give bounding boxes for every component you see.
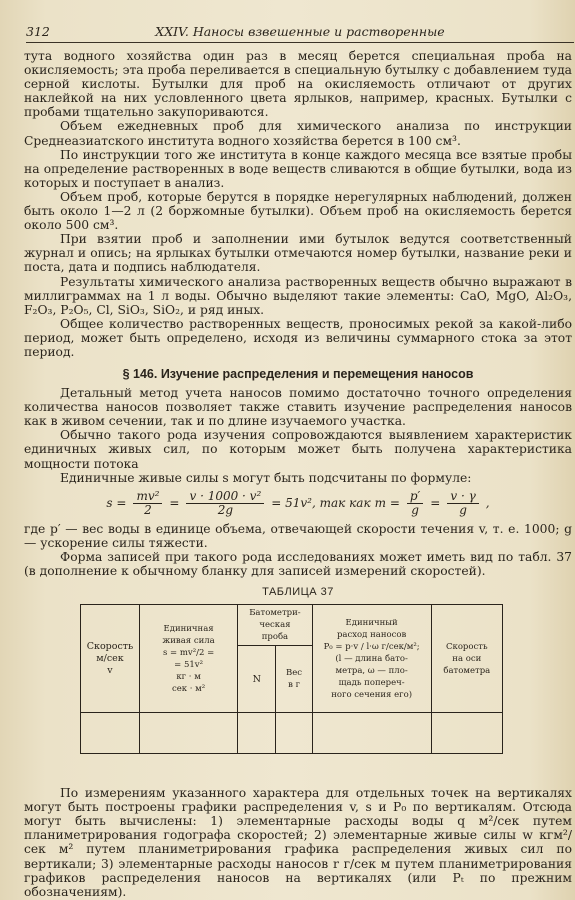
formula (24, 490, 572, 517)
table-cell (238, 713, 276, 754)
cell-line: Единичный (345, 617, 398, 628)
numerator: v · 1000 · v² (186, 490, 264, 504)
cell-line: м/сек (96, 652, 124, 664)
paragraph: Результаты химического анализа растворенных веществ обычно выражают в миллиграммах на 1 л воды. Обычно выделяют такие элементы: CaO, MgO, Al₂O₃, F₂O₃, P₂O₅, Cl, SiO₃, SiO₂, и ряд иных. (24, 274, 572, 317)
header-cell-weight (276, 646, 312, 713)
cell-line: живая сила (162, 635, 215, 646)
header-cell-n: N (238, 646, 276, 713)
section-title: § 146. Изучение распределения и перемещения наносов (122, 367, 474, 382)
denominator: g (459, 502, 467, 517)
cell-line: Вес (286, 668, 303, 679)
page-body (24, 49, 572, 899)
paragraph: Форма записей при такого рода исследованиях может иметь вид по табл. 37 (в дополнение к обычному бланку для записей измерений скоростей). (24, 549, 572, 578)
header-cell-sediment-discharge (312, 605, 431, 713)
header-cell-velocity (81, 605, 140, 713)
table-37 (80, 604, 503, 754)
paragraph: Общее количество растворенных веществ, проносимых рекой за какой-либо период, может быть определено, исходя из величины суммарного стока за этот период. (24, 316, 572, 359)
paragraph: По инструкции того же института в конце каждого месяца все взятые пробы на определение растворенных в воде веществ сливаются в общие бутылки, вода из которых и поступает в анализ. (24, 147, 572, 190)
running-header (26, 24, 574, 44)
paragraph: При взятии проб и заполнении ими бутылок ведутся соответственный журнал и опись; на ярлыках бутылки отмечаются номер бутылки, название реки и поста, дата и подпись наблюдателя. (24, 232, 572, 275)
denominator: g (411, 502, 419, 517)
fraction (407, 490, 423, 517)
cell-line: s = mv²/2 = (162, 647, 215, 658)
running-title: XXIV. Наносы взвешенные и растворенные (155, 24, 445, 39)
equals: = (430, 496, 441, 511)
cell-line: щадь попереч- (338, 677, 405, 688)
formula-tail: , (485, 496, 490, 511)
header-rule (26, 42, 574, 43)
denominator: 2 (144, 502, 152, 517)
paragraph: Обычно такого рода изучения сопровождаются выявлением характеристик единичных живых сил, по которым может быть получена характеристика мощности потока (24, 428, 572, 471)
cell-line: P₀ = p·v / l·ω г/сек/м²; (323, 641, 420, 652)
equals: = (169, 496, 180, 511)
cell-line: Скорость (86, 640, 134, 652)
table-cell (81, 713, 140, 754)
cell-line: (l — длина бато- (335, 653, 408, 664)
table-cell (431, 713, 502, 754)
cell-line: v (107, 664, 113, 676)
cell-line: = 51v² (174, 659, 203, 670)
cell-line: ного сечения его) (331, 689, 413, 700)
cell-line: в г (288, 680, 301, 691)
table-cell (276, 713, 312, 754)
paragraph: Объем ежедневных проб для химического анализа по инструкции Среднеазиатского института водного хозяйства берется в 100 см³. (24, 119, 572, 148)
numerator: p′ (407, 490, 423, 504)
cell-line: сек · м² (171, 683, 206, 694)
paragraph: Единичные живые силы s могут быть подсчитаны по формуле: (60, 470, 472, 485)
table-cell (312, 713, 431, 754)
paragraph: По измерениям указанного характера для отдельных точек на вертикалях могут быть построены графики распределения v, s и P₀ по вертикалям. Отсюда могут быть вычислены: 1) элементарные расходы воды q м²/сек путем планиметрирования годографа скоростей; 2) элементарные живые силы w кгм²/сек м² путем планиметрирования графика распределения живых сил по вертикали; 3) элементарные расходы наносов r г/сек м путем планиметрирования графиков распределения наносов на вертикалях (или Pₜ по прежним обозначениям). (24, 786, 572, 899)
formula-s: s = (106, 496, 127, 511)
table-cell (139, 713, 237, 754)
cell-line: Батометри- (249, 608, 301, 619)
cell-line: расход наносов (336, 629, 407, 640)
numerator: v · γ (447, 490, 478, 504)
fraction (447, 490, 478, 517)
cell-line: проба (261, 632, 289, 643)
formula-text: = 51v², так как (271, 496, 371, 511)
paragraph: Детальный метод учета наносов помимо достаточно точного определения количества наносов позволяет также ставить изучение распределения наносов как в живом сечении, так и по длине изучаемого участка. (24, 386, 572, 429)
cell-line: Скорость (446, 641, 488, 652)
fraction (133, 490, 162, 517)
paragraph: Объем проб, которые берутся в порядке нерегулярных наблюдений, должен быть около 1—2 л (2 боржомные бутылки). Объем проб на окисляемость берется около 500 см³. (24, 189, 572, 233)
header-cell-axis-velocity (431, 605, 502, 713)
header-cell-sample (238, 605, 312, 646)
header-cell-live-force (139, 605, 237, 713)
page-number: 312 (26, 24, 50, 39)
fraction (186, 490, 264, 517)
cell-line: на оси (452, 653, 482, 664)
denominator: 2g (217, 502, 234, 517)
cell-line: ческая (259, 620, 291, 631)
paragraph: где p′ — вес воды в единице объема, отвечающей скорости течения v, т. е. 1000; g — ускорение силы тяжести. (24, 521, 572, 550)
table-row (81, 713, 503, 754)
numerator: mv² (133, 490, 162, 504)
cell-line: батометра (443, 665, 491, 676)
table-caption: ТАБЛИЦА 37 (262, 586, 334, 599)
cell-line: Единичная (163, 623, 214, 634)
paragraph: тута водного хозяйства один раз в месяц берется специальная проба на окисляемость; эта проба переливается в специальную бутылку с добавлением туда серной кислоты. Бутылки для проб на окисляемость отличают от других наклейкой на них условленного цвета ярлыков, например, красных. Бутылки с пробами тщательно закупориваются. (24, 49, 572, 120)
formula-m: m = (374, 496, 400, 511)
cell-line: метра, ω — пло- (335, 665, 408, 676)
cell-line: кг · м (176, 671, 201, 682)
